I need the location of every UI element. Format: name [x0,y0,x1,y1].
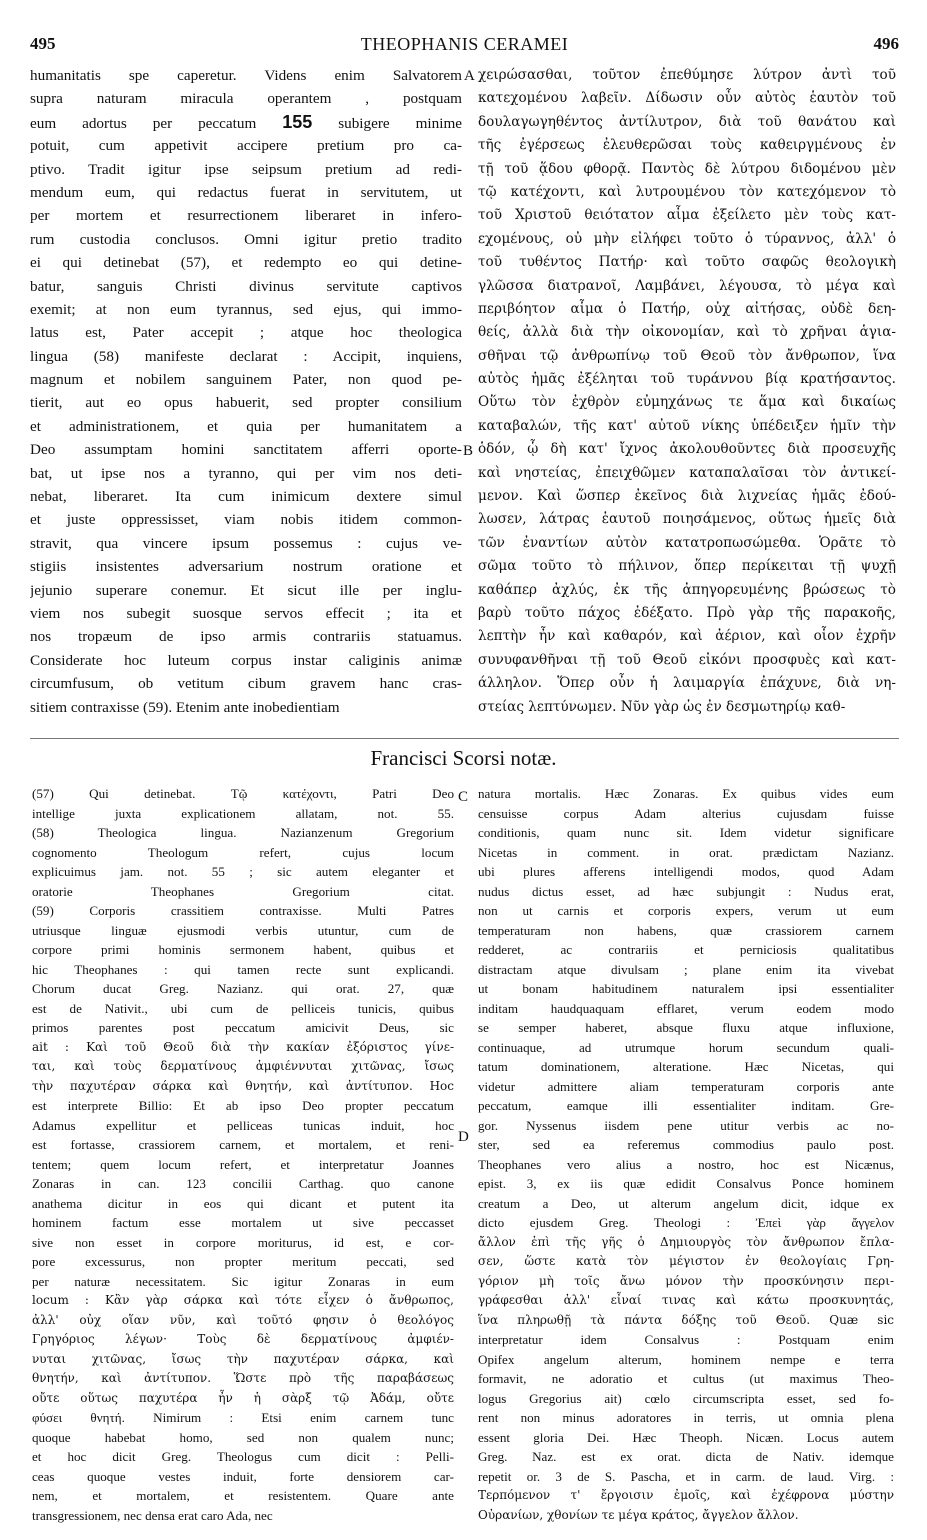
text-line: non ut carnis et corporis expers, verum ut eum [478,903,894,918]
text-line: circumfusum, ob vetitum cibum gravem hanc cras- [30,675,462,693]
text-line: ἀλλ' οὐχ οἵαν νῦν, καὶ τοῦτό φησιν ὁ θεολόγος [32,1312,454,1327]
text-line: γράφεσθαι ἀλλ' εἶναί τινας καὶ κάτω προσκυνητάς, [478,1293,894,1307]
text-line: χειρώσασθαι, τοῦτον ἐπεθύμησε λύτρον ἀντὶ τοῦ [478,67,896,83]
text-line: tatum dominationem, alteratione. Hæc Nicetas, qui [478,1059,894,1074]
text-line: bat, ut ipse nos a tyranno, qui per vim nos deti- [30,464,462,482]
text-line: (57) Qui detinebat. Τῷ κατέχοντι, Patri Deo [32,786,454,801]
text-line: nem, et mortalem, et resistentem. Quare ante [32,1488,454,1503]
text-line: sive non esset in corpore moriturus, id est, e cor- [32,1234,454,1250]
text-line: logus Gregorius ait) cœlo circumscripta esset, sed fo- [478,1390,894,1406]
text-line: περιβόητον αἷμα ὁ Πατήρ, οὐχ αἰτήσας, οὐδὲ δεη- [478,300,896,317]
text-line: τοῦ τυθέντος Πατήρ· καὶ τοῦτο σαφῶς θεολογικὴ [478,254,896,271]
text-line: Chorum ducat Greg. Nazianz. qui orat. 27, quæ [32,981,454,996]
text-line: distractam atque divulsam ; plane enim ita vivebat [478,961,894,977]
text-line: censuisse corpus Adam alterius cujusdam fuisse [478,805,894,821]
text-line: Zonaras in can. 123 concilii Carthag. quo canone [32,1176,454,1191]
text-line: σθῆναι τῷ ἀνθρωπίνῳ τοῦ Θεοῦ τὸν ἄνθρωπον, ἵνα [478,347,896,364]
text-line: εχομένους, οὐ μὴν εἰλήφει τοῦτο ὁ τύραννος, ἀλλ' ὁ [478,230,896,247]
text-line: (58) Theologica lingua. Nazianzenum Gregorium [32,825,454,840]
text-line: formavit, ne adoratio et cultus (ut maximus Theo- [478,1371,894,1386]
text-line: est de Nativit., ubi cum de pelliceis tunicis, quibus [32,1000,454,1016]
text-line: inditam haudquaquam efflaret, verum eodem modo [478,1000,894,1016]
text-line: Considerate hoc luteum corpus instar caliginis animæ [30,651,462,669]
text-line: et hoc dicit Greg. Theologus cum dicit : Pelli- [32,1449,454,1464]
text-line: mendum eum, qui redactus fuerat in servitutem, ut [30,183,462,201]
text-line: per mortem et resurrectionem liberaret in infero- [30,207,462,225]
text-line: temperaturam non habens, quæ crassiorem carnem [478,922,894,938]
text-line: redderet, ac contrariis et perniciosis qualitatibus [478,942,894,957]
text-line: κατεχομένου λαβεῖν. Δίδωσιν οὖν αὐτὸς ἑαυτὸν τοῦ [478,90,896,107]
text-line: continuaque, ad utrumque horum secundum quali- [478,1039,894,1055]
text-line: ceas quoque vestes induit, forte densiorem car- [32,1468,454,1484]
text-line: ἄλλον ἐπὶ τῆς γῆς ὁ Δημιουργὸς τὸν ἄνθρωπον ἔπλα- [478,1234,894,1249]
text-line: ubi plures afferens intelligendi modos, quod Adam [478,864,894,879]
text-line: corpore primi hominis sermonem habent, quibus et [32,942,454,957]
text-line: τῷ κατέχοντι, καὶ λυτρουμένου τὸν κατεχόμενον τὸ [478,183,896,200]
text-line: νυται χιτῶνας, ἴσως τὴν παχυτέραν σάρκα, καὶ [32,1351,454,1366]
section-marker-b: B [463,443,474,459]
text-line: ἵνα πληρωθῇ τὰ πάντα δόξης τοῦ Θεοῦ. Quæ sic [478,1312,894,1327]
text-line: ster, sed ea referemus commodius paulo post. [478,1137,894,1152]
text-line: hic Theophanes : qui tamen recte sunt explicandi. [32,961,454,977]
text-line: se semper haberet, absque fluxu atque influxione, [478,1020,894,1035]
text-line: άλληλον. Ὅπερ οὖν ἡ λαιμαργία ἐπάχυνε, διὰ νη- [478,675,896,692]
text-line: στείας λεπτύνωμεν. Νῦν γὰρ ὡς ἐν δεσμωτηρίῳ καθ- [478,698,846,715]
text-line: rent non minus adoratores in terris, ut omnia plena [478,1410,894,1425]
text-line: γόριον μὴ τοῖς ἄνω μόνον τὴν προσκύνησιν περι- [478,1273,894,1288]
notes-left-column [32,784,454,1525]
text-line: explicuimus jam. not. 55 ; sic autem eleganter et [32,864,454,879]
text-line: Greg. Naz. est ex orat. dicta de Nativ. idemque [478,1449,894,1464]
text-line: sitiem contraxisse (59). Etenim ante inobedientiam [30,698,340,716]
main-greek-column [478,64,896,719]
text-line: supra naturam miracula operantem , postquam [30,90,462,108]
text-line: eum adortus per peccatum 155 subigere minime [30,111,462,132]
text-line: humanitatis spe caperetur. Videns enim Salvatorem [30,67,462,84]
text-line: batur, sanguis Christi divinus servitute captivos [30,277,462,295]
text-line: Theophanes vero alius a nostro, hoc est Nicænus, [478,1156,894,1172]
text-line: quoque habebat homo, sed non qualem nunc; [32,1429,454,1445]
text-line: Nicetas in comment. in orat. prædictam Nazianz. [478,844,894,860]
text-line: primos parentes post peccatum amicivit Deus, sic [32,1020,454,1035]
margin-page-ref: 155 [282,111,313,132]
text-line: ptivo. Tradit igitur ipse seipsum pretium ad redi- [30,160,462,178]
text-line: σῶμα τοῦτο τὸ πήλινον, ὅπερ περίκειται τῇ ψυχῇ [478,558,896,575]
text-line: τὴν παχυτέραν σάρκα καὶ θνητήν, καὶ ἀντίτυπον. Hoc [32,1078,454,1093]
text-line: τῆς ἐγέρσεως ἐλευθερῶσαι τοὺς καθειργμένους ἐν [478,137,896,154]
text-line: Deo assumptam homini sanctitatem afferri oporte- [30,441,462,459]
notes-right-column [478,784,894,1525]
text-line: θνητήν, καὶ ἀντίτυπον. Ὥστε πρὸ τῆς παραβάσεως [32,1371,454,1385]
text-line: μενον. Καὶ ὥσπερ ἐκεῖνος διὰ λιχνείας ἡμᾶς ἐδού- [478,488,896,505]
text-line: transgressionem, nec densa erat caro Ada, nec [32,1507,273,1523]
text-line: per naturæ necessitatem. Sic igitur Zonaras in eum [32,1273,454,1289]
text-line: gor. Nyssenus iisdem pene utitur verbis ac no- [478,1117,894,1133]
text-line: oratorie Theophanes Gregorium citat. [32,883,454,899]
page-number-right: 496 [873,34,899,53]
text-line: σεν, ὥστε κατὰ τὸν μέγιστον ἐν θεολογίαις Γρη- [478,1254,894,1268]
text-line: τῶν ἐναντίων αὐτὸν κατατροπωσώμεθα. Ὁρᾶτε τὸ [478,534,896,551]
text-line: tentem; quem locum refert, et interpretatur Joannes [32,1156,454,1172]
text-line: nos tropæum de ipso armis contrariis statuamus. [30,628,462,646]
text-line: Τερπόμενον τ' ἔργοισιν ἐμοῖς, καὶ ἐχέφρονα μύστην [478,1488,894,1502]
text-line: et administrationem, et quia per humanitatem a [30,417,462,435]
text-line: συνυφανθῆναι τῇ τοῦ Θεοῦ εἰκόνι προσφυὲς καὶ κατ- [478,651,896,668]
text-line: intellige juxta explicationem allatam, not. 55. [32,805,454,821]
text-line: creatum a Deo, ut alterum angelum dicit, idque ex [478,1195,894,1211]
text-line: ut bonam habitudinem naturalem ipsi essentialiter [478,981,894,996]
text-line: hominem factum esse mortalem ut sive peccasset [32,1215,454,1230]
text-line: latus est, Pater accepit ; atque hoc theologica [30,324,462,342]
text-line: ei qui detinebat (57), et redempto eo qui detine- [30,254,462,272]
text-line: anathema dicitur in eos qui dicant et putent ita [32,1195,454,1211]
text-line: magnum et nobilem sanguinem Pater, non quod pe- [30,371,462,389]
text-line: conditionis, quam nunc sit. Idem videtur significare [478,825,894,840]
text-line: nudus dictus esset, ad hæc subjungit : Nudus erat, [478,883,894,899]
page-header [30,34,899,56]
text-line: exemit; at non eum tyrannus, sed ejus, qui immo- [30,300,462,318]
text-line: ται, καὶ τοὺς δερματίνους ἀμφιέννυται χιτῶνας, ἴσως [32,1059,454,1073]
text-line: epist. 3, ex iis quæ edidit Consalvus Ponce hominem [478,1176,894,1191]
text-line: stravit, qua vincere ipsum possemus : cujus ve- [30,534,462,552]
text-line: peccatum, eamque illi essentialiter inditam. Gre- [478,1098,894,1113]
text-line: δουλαγωγηθέντος ἀντίλυτρον, διὰ τοῦ θανάτου καὶ [478,113,896,130]
text-line: nebat, liberaret. Ita cum inimicum dextere simul [30,488,462,506]
text-line: est fortasse, crassiorem carnem, et mortalem, et reni- [32,1137,454,1152]
text-line: viem nos subegit suosque servos effecit ; ita et [30,604,462,622]
page-number-left: 495 [30,34,56,53]
text-line: tierit, aut eo opus habuerit, sed propter consilium [30,394,462,412]
text-line: dicto ejusdem Greg. Theologi : Ἐπεὶ γὰρ ἄγγελον [478,1215,894,1230]
text-line: (59) Corporis crassitiem contraxisse. Multi Patres [32,903,454,918]
text-line: pore excessurus, non propter meritum peccati, sed [32,1254,454,1269]
text-line: τῇ τοῦ ᾅδου φθορᾷ. Παντὸς δὲ λύτρου διδομένου μὲν [478,160,896,177]
text-line: καταβαλών, τῆς κατ' αὐτοῦ νίκης ὑπέδειξεν ἡμῖν τὴν [478,417,896,434]
text-line: repetit or. 3 de S. Pascha, et in carm. de laud. Virg. : [478,1468,894,1484]
text-line: Opifex angelum alterum, hominem nempe e terra [478,1351,894,1367]
section-divider [30,738,899,739]
text-line: Οὐρανίων, χθονίων τε μέγα κράτος, ἄγγελον ἄλλον. [478,1507,799,1522]
section-marker-a: A [464,68,475,84]
text-line: cognomento Theologum refert, cujus locum [32,844,454,860]
text-line: καθάπερ ἀχλύς, ἐκ τῆς ἀπηγορευμένης βρώσεως τὸ [478,581,896,598]
text-line: αὐτὸς ἡμᾶς ἐξέληται τοῦ τυράννου βίᾳ κρατήσαντος. [478,371,896,388]
text-line: ὁδόν, ᾧ δὴ κατ' ἴχνος ἀκολουθοῦντες διὰ προσευχῆς [478,441,896,458]
text-line: οὔτε οὕτως παχυτέρα ἦν ἡ σὰρξ τῷ Ἀδάμ, οὔτε [32,1390,454,1405]
section-marker-c: C [458,789,469,805]
text-line: locum : Κἂν γὰρ σάρκα καὶ τότε εἶχεν ὁ ἄνθρωπος, [32,1293,454,1307]
text-line: et juste oppressisset, viam nobis itidem common- [30,511,462,529]
text-line: stigiis insistentes adversarium nostrum oratione et [30,558,462,576]
text-line: γλῶσσα διατρανοῖ, Λαμβάνει, λέγουσα, τὸ μέγα καὶ [478,277,896,294]
text-line: natura mortalis. Hæc Zonaras. Ex quibus vides eum [478,786,894,801]
text-line: rum custodia conclusos. Omni igitur pretio tradito [30,230,462,248]
notes-heading: Francisci Scorsi notæ. [370,746,557,770]
text-line: ait : Καὶ τοῦ Θεοῦ διὰ τὴν κακίαν ἐξόριστος γίνε- [32,1039,454,1054]
text-line: Γρηγόριος λέγων· Τοὺς δὲ δερματίνους ἀμφιέν- [32,1332,454,1346]
text-line: potuit, cum appetivit accipere pretium pro ca- [30,137,462,155]
text-line: interpretatur idem Consalvus : Postquam enim [478,1332,894,1347]
running-title: THEOPHANIS CERAMEI [360,34,569,54]
text-line: λωσεν, λάτρας ἑαυτοῦ ποιησάμενος, οὕτως ἡμεῖς διὰ [478,511,896,528]
text-line: λεπτὴν ἦν καὶ καθαρόν, καὶ ἀέριον, καὶ οἷον ἐχρῆν [478,628,896,645]
text-line: jejunio superare conemur. Et sicut ille per inglu- [30,581,462,599]
text-line: Οὕτω τὸν ἐχθρὸν εὐμηχάνως τε ἅμα καὶ δικαίως [478,394,896,411]
text-line: τοῦ Χριστοῦ θειότατον αἷμα ἐξείλετο μὲν τοὺς κατ- [478,207,896,224]
text-line: lingua (58) manifeste declarat : Accipit, inquiens, [30,347,462,365]
section-marker-d: D [458,1129,469,1145]
text-line: utriusque linguæ ejusmodi verbis utuntur, cum de [32,922,454,938]
text-line: φύσει θνητή. Nimirum : Etsi enim carnem tunc [32,1410,454,1425]
text-line: est interprete Billio: Et ab ipso Deo propter peccatum [32,1098,454,1113]
text-line: videtur admittere aliam temperaturam corporis ante [478,1078,894,1094]
text-line: essent gloria Dei. Hæc Theoph. Nicæn. Locus autem [478,1429,894,1445]
text-line: καὶ νηστείας, ἐπειχθῶμεν καταπαλαῖσαι τὸν ἀντικεί- [478,464,896,481]
text-line: Adamus expellitur et pelliceas tunicas induit, hoc [32,1117,454,1133]
main-latin-column [30,64,462,719]
text-line: βαρὺ τοῦτο πάχος ἐδέξατο. Πρὸ γὰρ τῆς παρακοῆς, [478,604,896,621]
text-line: θείς, ἀλλὰ διὰ τὴν οἰκονομίαν, καὶ τὸ χρῆναι ἁγια- [478,324,896,341]
